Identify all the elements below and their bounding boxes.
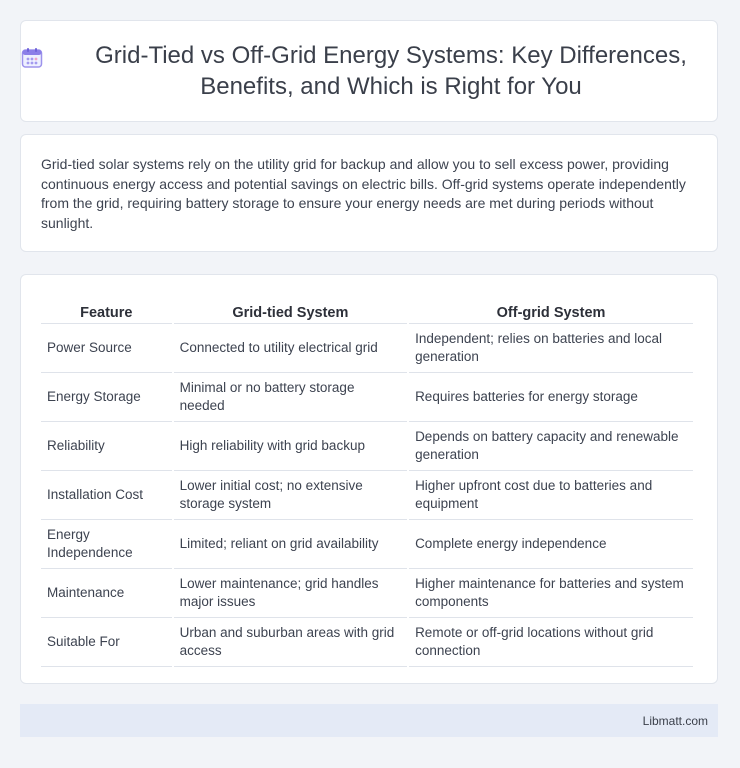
off-grid-cell: Remote or off-grid locations without grid connection <box>409 618 693 667</box>
footer-brand-link[interactable]: Libmatt.com <box>642 713 708 728</box>
off-grid-cell: Requires batteries for energy storage <box>409 373 693 422</box>
table-row <box>41 618 693 667</box>
table-header-row <box>41 295 693 324</box>
grid-tied-cell: Minimal or no battery storage needed <box>174 373 407 422</box>
grid-tied-cell: High reliability with grid backup <box>174 422 407 471</box>
column-header-feature: Feature <box>41 295 172 324</box>
comparison-table-card <box>20 274 718 684</box>
title-card <box>20 20 718 122</box>
table-row <box>41 373 693 422</box>
feature-cell: Energy Storage <box>41 373 172 422</box>
footer-bar <box>20 704 718 737</box>
column-header-off-grid: Off-grid System <box>409 295 693 324</box>
grid-tied-cell: Lower maintenance; grid handles major issues <box>174 569 407 618</box>
off-grid-cell: Independent; relies on batteries and local generation <box>409 324 693 373</box>
table-row <box>41 422 693 471</box>
column-header-grid-tied: Grid-tied System <box>174 295 407 324</box>
comparison-table <box>39 295 695 667</box>
off-grid-cell: Higher maintenance for batteries and system components <box>409 569 693 618</box>
grid-tied-cell: Limited; reliant on grid availability <box>174 520 407 569</box>
feature-cell: Installation Cost <box>41 471 172 520</box>
grid-tied-cell: Connected to utility electrical grid <box>174 324 407 373</box>
page-title: Grid-Tied vs Off-Grid Energy Systems: Key Differences, Benefits, and Which is Right for You <box>95 42 687 100</box>
feature-cell: Energy Independence <box>41 520 172 569</box>
feature-cell: Power Source <box>41 324 172 373</box>
feature-cell: Reliability <box>41 422 172 471</box>
grid-tied-cell: Urban and suburban areas with grid access <box>174 618 407 667</box>
table-row <box>41 471 693 520</box>
off-grid-cell: Complete energy independence <box>409 520 693 569</box>
feature-cell: Suitable For <box>41 618 172 667</box>
intro-paragraph: Grid-tied solar systems rely on the utility grid for backup and allow you to sell excess power, providing continuous energy access and potential savings on electric bills. Off-grid systems operate independently from the grid, requiring battery storage to ensure your energy needs are met during periods without sunlight. <box>41 156 686 231</box>
table-row <box>41 324 693 373</box>
table-row <box>41 520 693 569</box>
off-grid-cell: Higher upfront cost due to batteries and equipment <box>409 471 693 520</box>
intro-card <box>20 134 718 252</box>
table-row <box>41 569 693 618</box>
grid-tied-cell: Lower initial cost; no extensive storage system <box>174 471 407 520</box>
feature-cell: Maintenance <box>41 569 172 618</box>
off-grid-cell: Depends on battery capacity and renewable generation <box>409 422 693 471</box>
calendar-icon <box>21 47 43 69</box>
